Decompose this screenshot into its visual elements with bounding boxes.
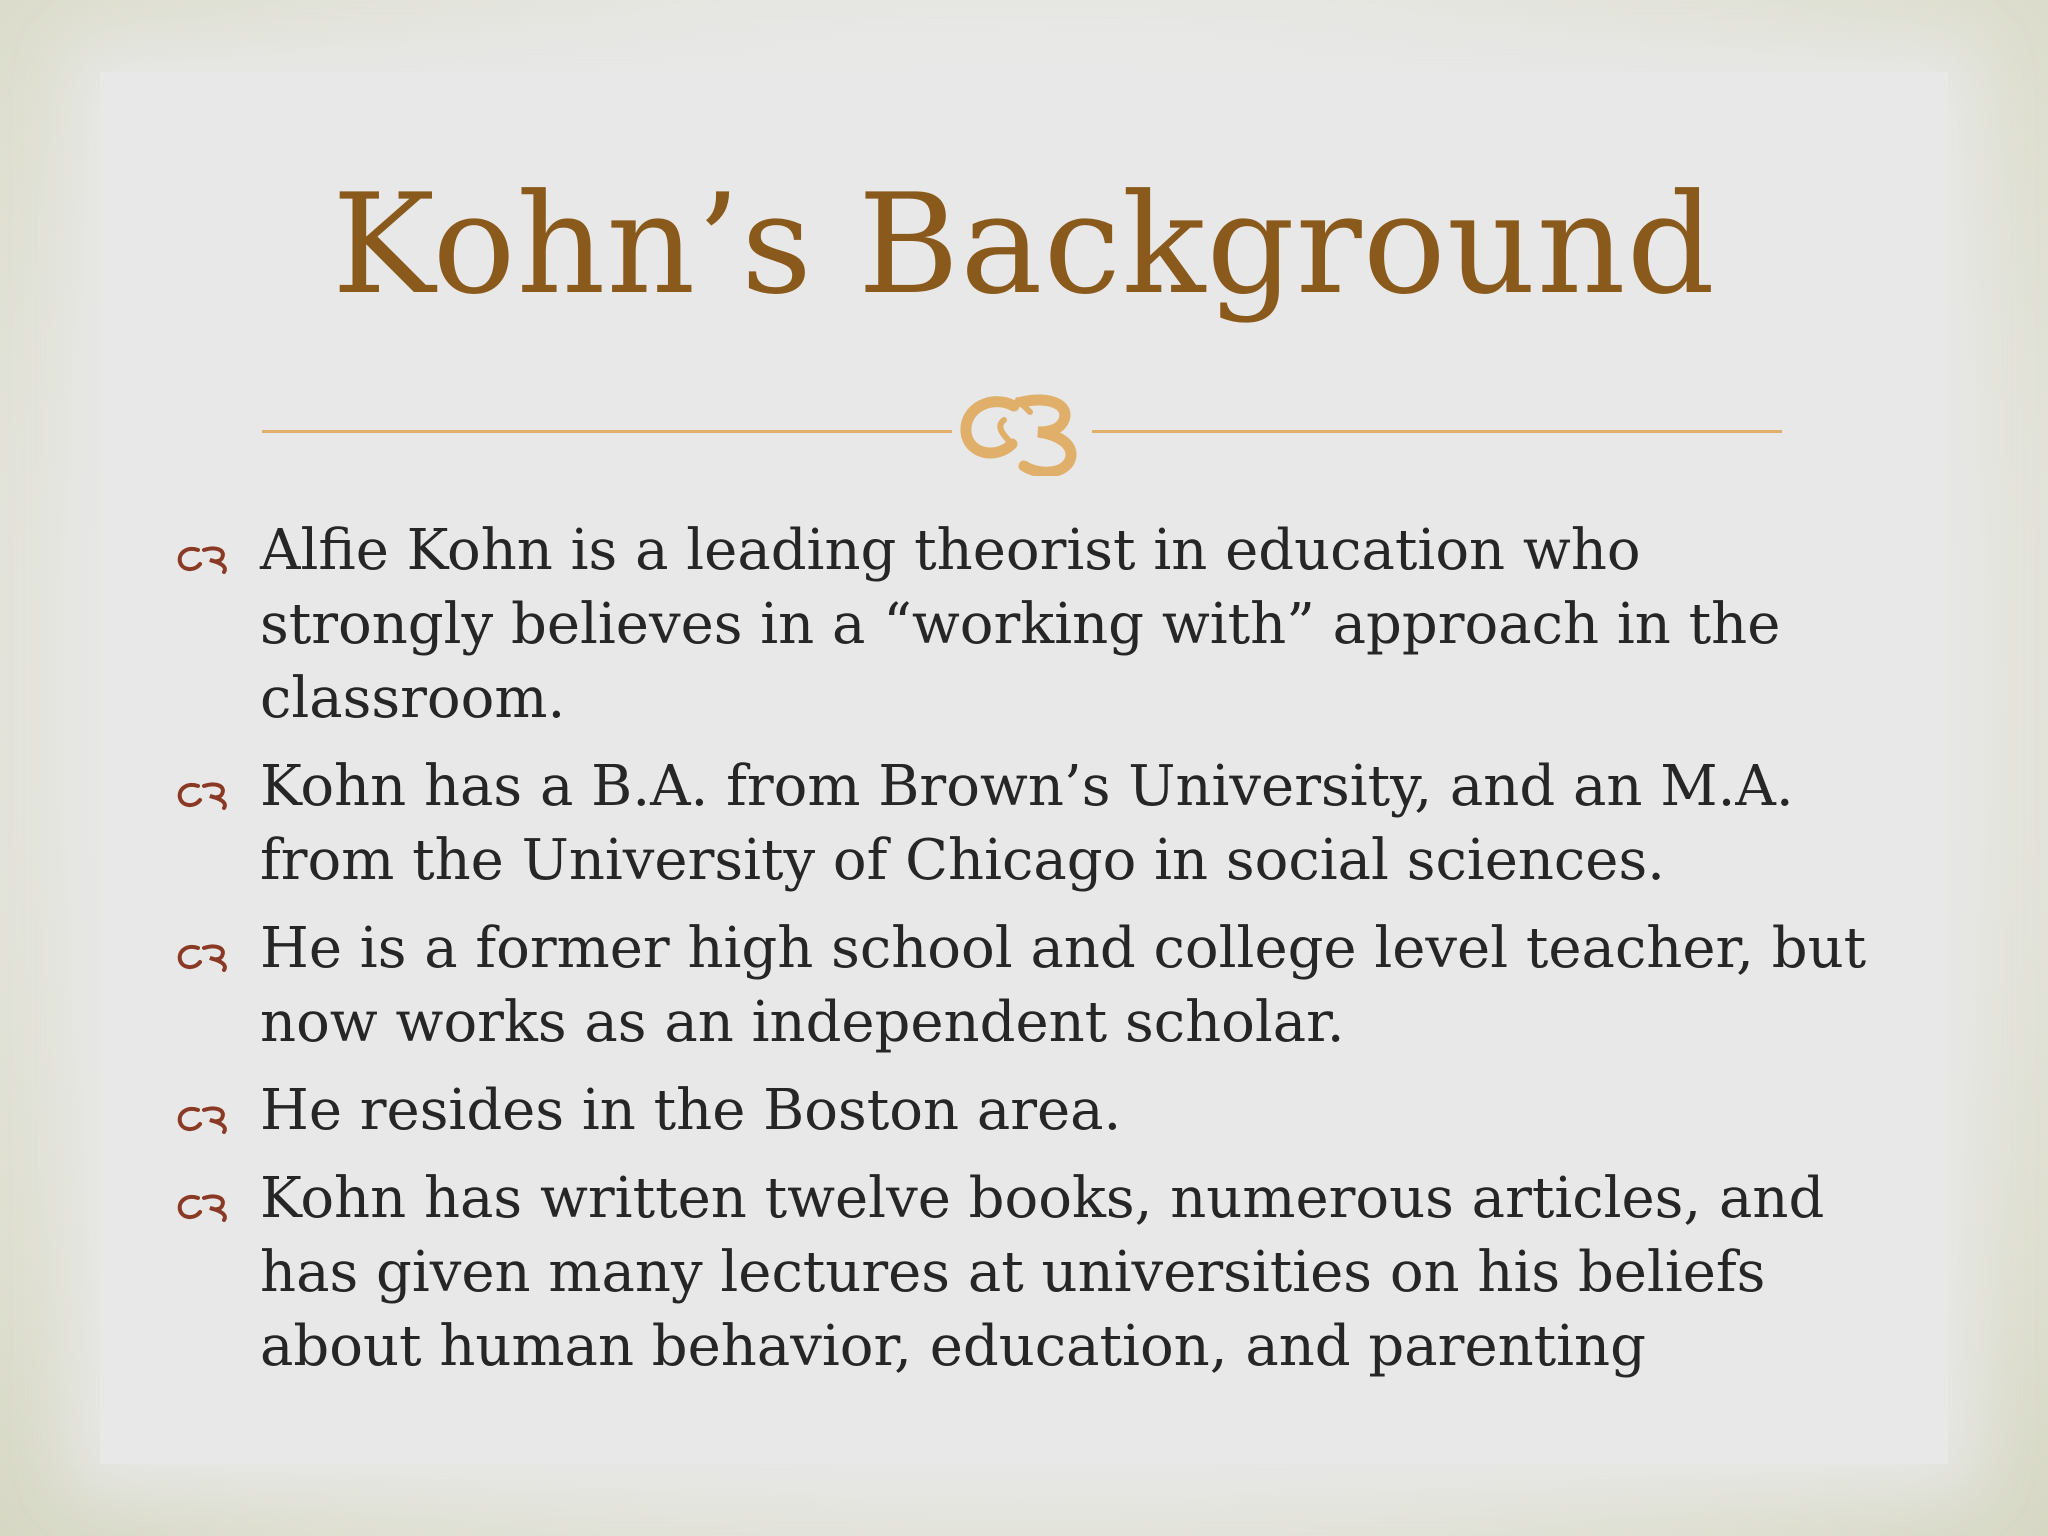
curl-bullet-icon [176, 942, 238, 972]
slide-title: Kohn’s Background [332, 164, 1716, 325]
curl-bullet-icon [176, 780, 238, 810]
divider-line-right [1092, 430, 1782, 433]
curl-bullet-icon [176, 1104, 238, 1134]
list-item [176, 514, 1876, 736]
list-item [176, 750, 1876, 898]
title-divider [262, 390, 1782, 470]
bullet-text: Alfie Kohn is a leading theorist in education who strongly believes in a “working with” approach in the classroom. [260, 518, 1781, 731]
list-item [176, 1074, 1876, 1148]
curl-bullet-icon [176, 544, 238, 574]
flourish-ornament-icon [952, 386, 1092, 476]
list-item [176, 1162, 1876, 1384]
bullet-text: Kohn has a B.A. from Brown’s University, and an M.A. from the University of Chicago in social sciences. [260, 754, 1794, 893]
list-item [176, 912, 1876, 1060]
bullet-list [176, 514, 1876, 1398]
divider-line-left [262, 430, 952, 433]
curl-bullet-icon [176, 1192, 238, 1222]
bullet-text: Kohn has written twelve books, numerous articles, and has given many lectures at universities on his beliefs about human behavior, education, and parenting [260, 1166, 1825, 1379]
bullet-text: He resides in the Boston area. [260, 1078, 1122, 1143]
bullet-text: He is a former high school and college level teacher, but now works as an independent scholar. [260, 916, 1867, 1055]
